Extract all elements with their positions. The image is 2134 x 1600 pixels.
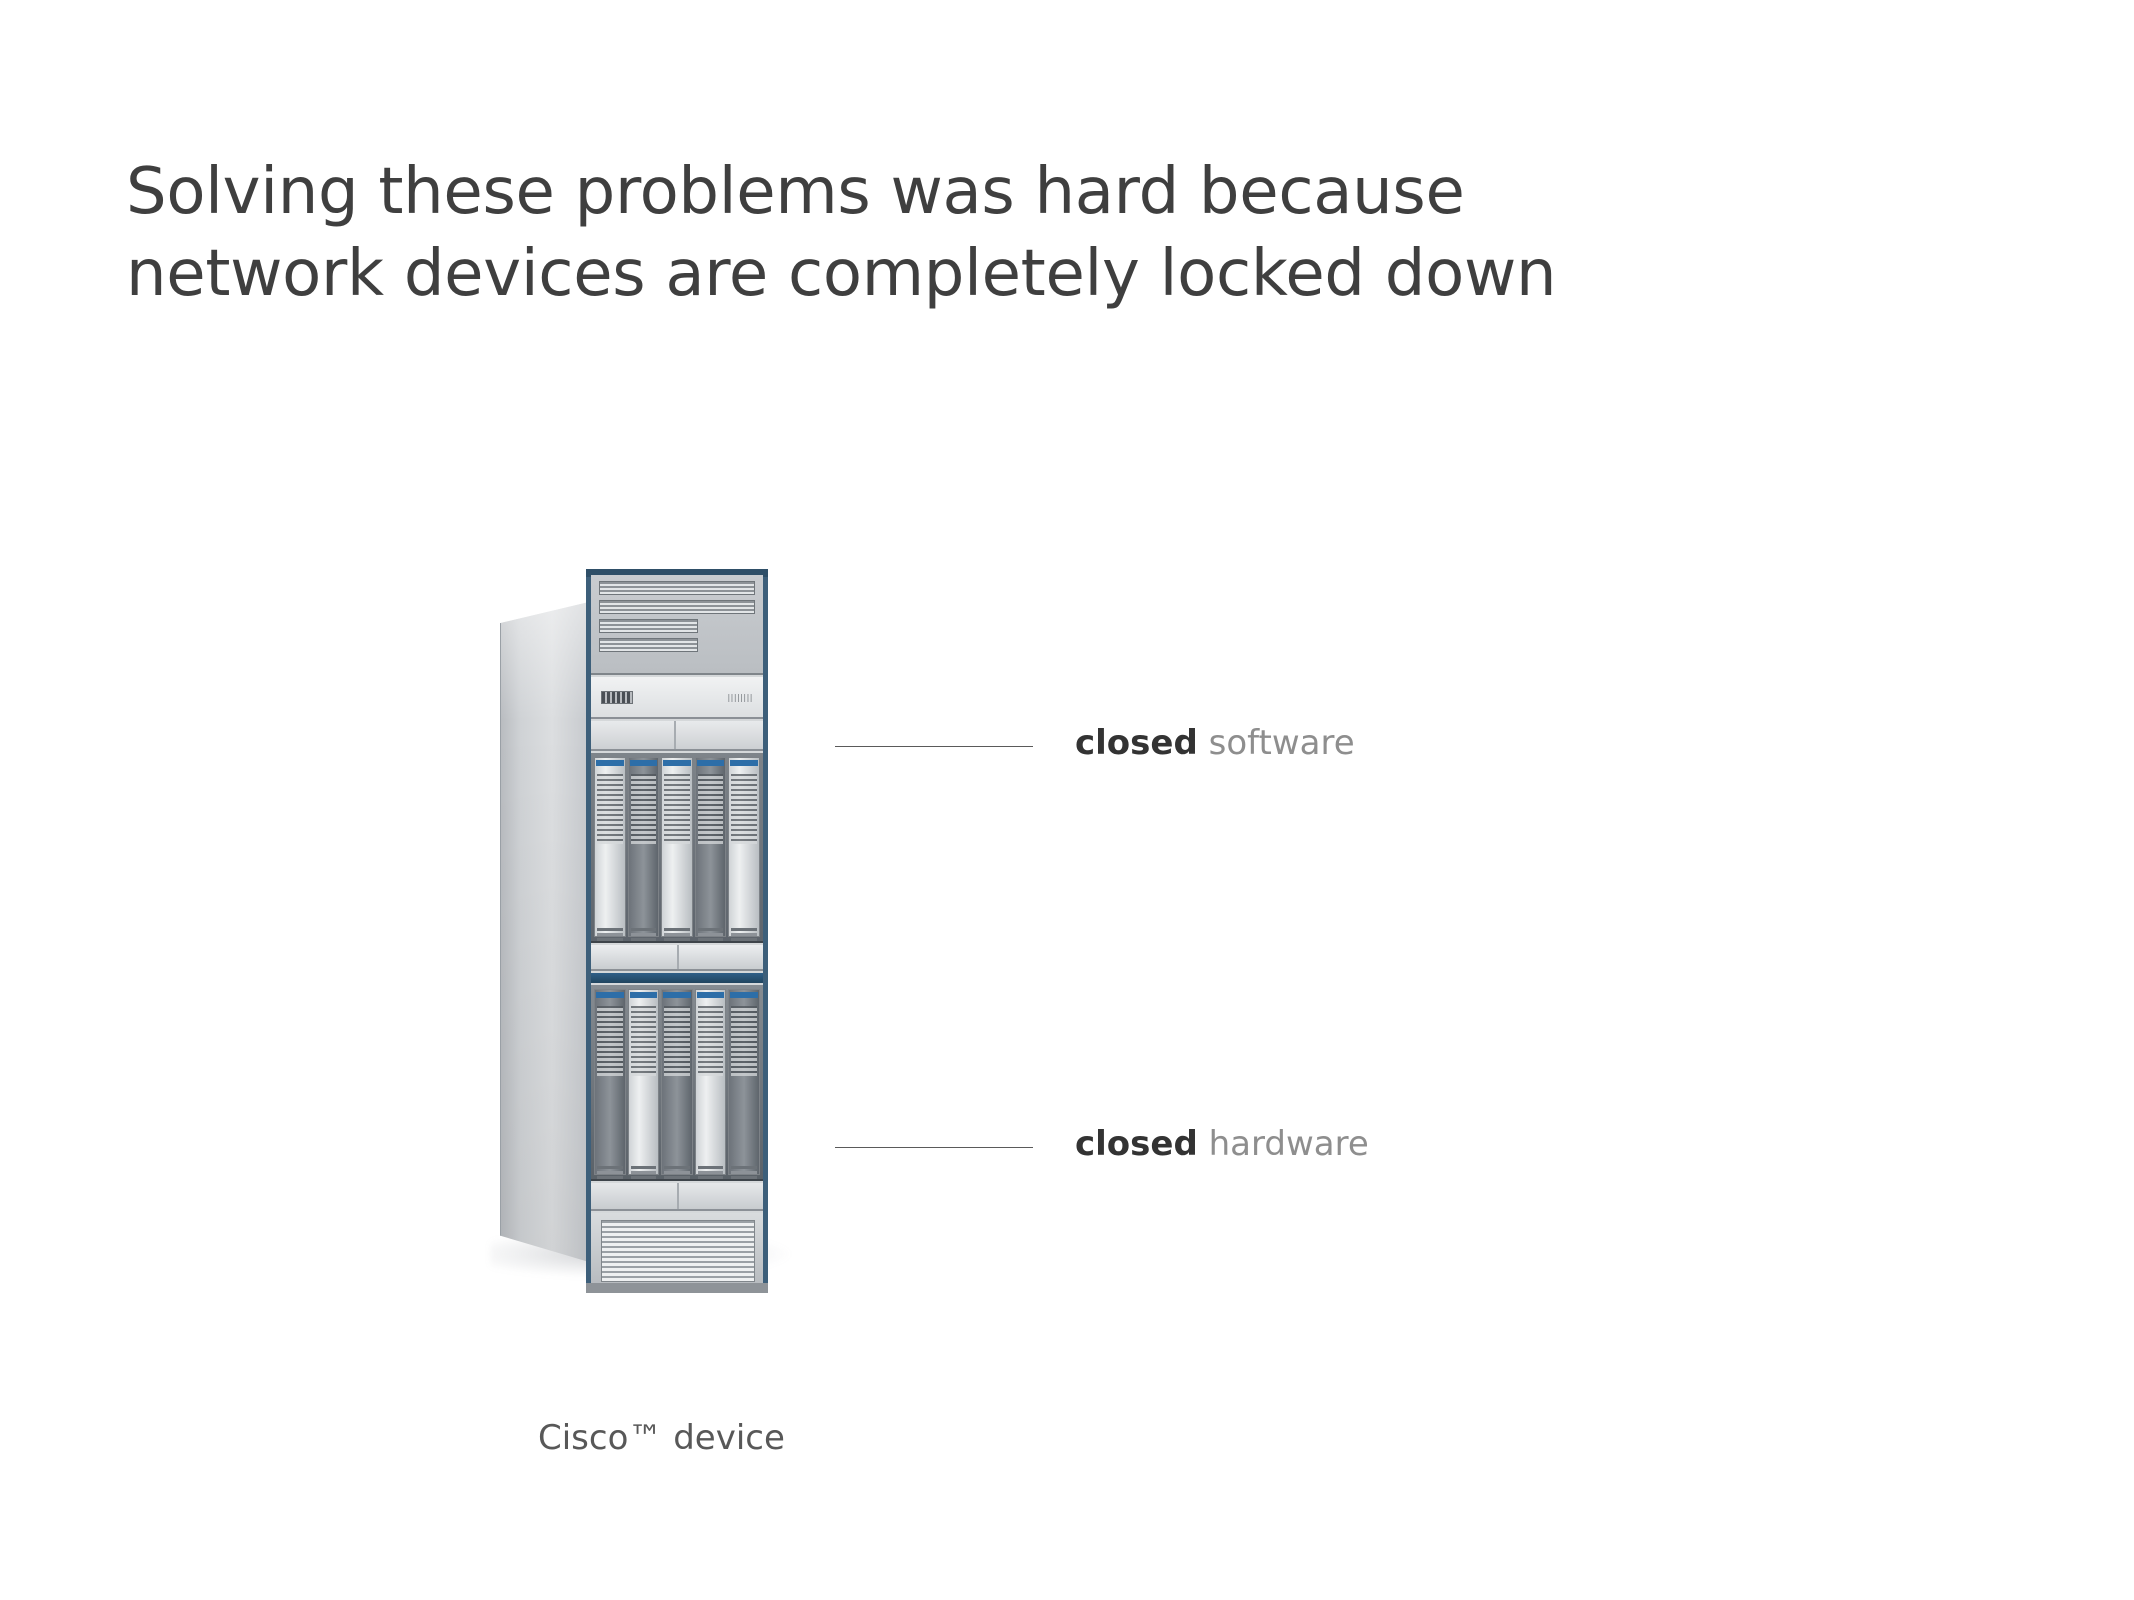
card-ejector-tab: [663, 992, 691, 998]
card-ejector-tab: [630, 992, 658, 998]
card-port-array: [597, 774, 623, 844]
card-port-array: [698, 1006, 724, 1076]
blank-filler-panel-upper: [591, 721, 763, 751]
chassis-blue-divider: [591, 973, 763, 983]
page-title: [126, 152, 1766, 316]
panel-seam: [677, 945, 679, 969]
card-handle: [631, 1166, 657, 1169]
card-port-array: [664, 774, 690, 844]
line-card: [695, 757, 727, 937]
vent-slat: [599, 600, 755, 614]
callout-rest-hardware: hardware: [1197, 1124, 1369, 1164]
card-port-array: [597, 1006, 623, 1076]
card-ejector-tab: [697, 760, 725, 766]
line-card: [728, 757, 760, 937]
upper-card-cage: [591, 753, 763, 943]
card-handle: [731, 928, 757, 931]
control-panel-module: [591, 677, 763, 719]
line-card: [594, 989, 626, 1175]
page-title-line-2: network devices are completely locked down: [126, 236, 1557, 311]
card-ejector-tab: [730, 760, 758, 766]
card-ejector-tab: [730, 992, 758, 998]
card-handle: [597, 928, 623, 931]
line-card: [661, 757, 693, 937]
callout-rest-software: software: [1197, 723, 1355, 763]
line-card: [628, 757, 660, 937]
fan-grille: [601, 1220, 755, 1282]
callout-emphasis-hardware: closed: [1075, 1124, 1198, 1164]
mid-filler-panel: [591, 945, 763, 971]
blank-filler-panel-lower: [591, 1183, 763, 1211]
vent-slat: [599, 619, 698, 633]
page-title-line-1: Solving these problems was hard because: [126, 155, 1465, 229]
card-port-array: [664, 1006, 690, 1076]
card-ejector-tab: [596, 992, 624, 998]
callout-leader-line-hardware: [835, 1147, 1033, 1148]
line-card: [594, 757, 626, 937]
card-ejector-tab: [596, 760, 624, 766]
line-card: [661, 989, 693, 1175]
card-handle: [664, 1166, 690, 1169]
card-handle: [731, 1166, 757, 1169]
callout-label-hardware: [1075, 1124, 1369, 1164]
top-vent-module: [591, 575, 763, 675]
chassis-side-panel: [500, 602, 589, 1262]
card-ejector-tab: [663, 760, 691, 766]
lower-card-cage: [591, 985, 763, 1181]
card-handle: [597, 1166, 623, 1169]
panel-seam: [677, 1183, 679, 1209]
card-port-array: [731, 774, 757, 844]
callout-leader-line-software: [835, 746, 1033, 747]
card-ejector-tab: [630, 760, 658, 766]
line-card: [728, 989, 760, 1175]
panel-seam: [674, 721, 676, 749]
chassis-brand-mark: ||||||||: [727, 692, 753, 702]
chassis-front-face: [586, 575, 768, 1287]
vent-slat: [599, 581, 755, 595]
card-handle: [664, 928, 690, 931]
callout-emphasis-software: closed: [1075, 723, 1198, 763]
status-led-block: [601, 691, 633, 704]
card-port-array: [731, 1006, 757, 1076]
card-handle: [698, 1166, 724, 1169]
figure-caption: Cisco™ device: [538, 1418, 785, 1458]
card-ejector-tab: [697, 992, 725, 998]
card-handle: [698, 928, 724, 931]
vent-slat: [599, 638, 698, 652]
card-port-array: [698, 774, 724, 844]
card-port-array: [631, 774, 657, 844]
line-card: [695, 989, 727, 1175]
fan-tray-module: [591, 1213, 763, 1287]
card-port-array: [631, 1006, 657, 1076]
card-handle: [631, 928, 657, 931]
line-card: [628, 989, 660, 1175]
device-figure: [500, 540, 840, 1330]
callout-label-software: [1075, 723, 1355, 763]
